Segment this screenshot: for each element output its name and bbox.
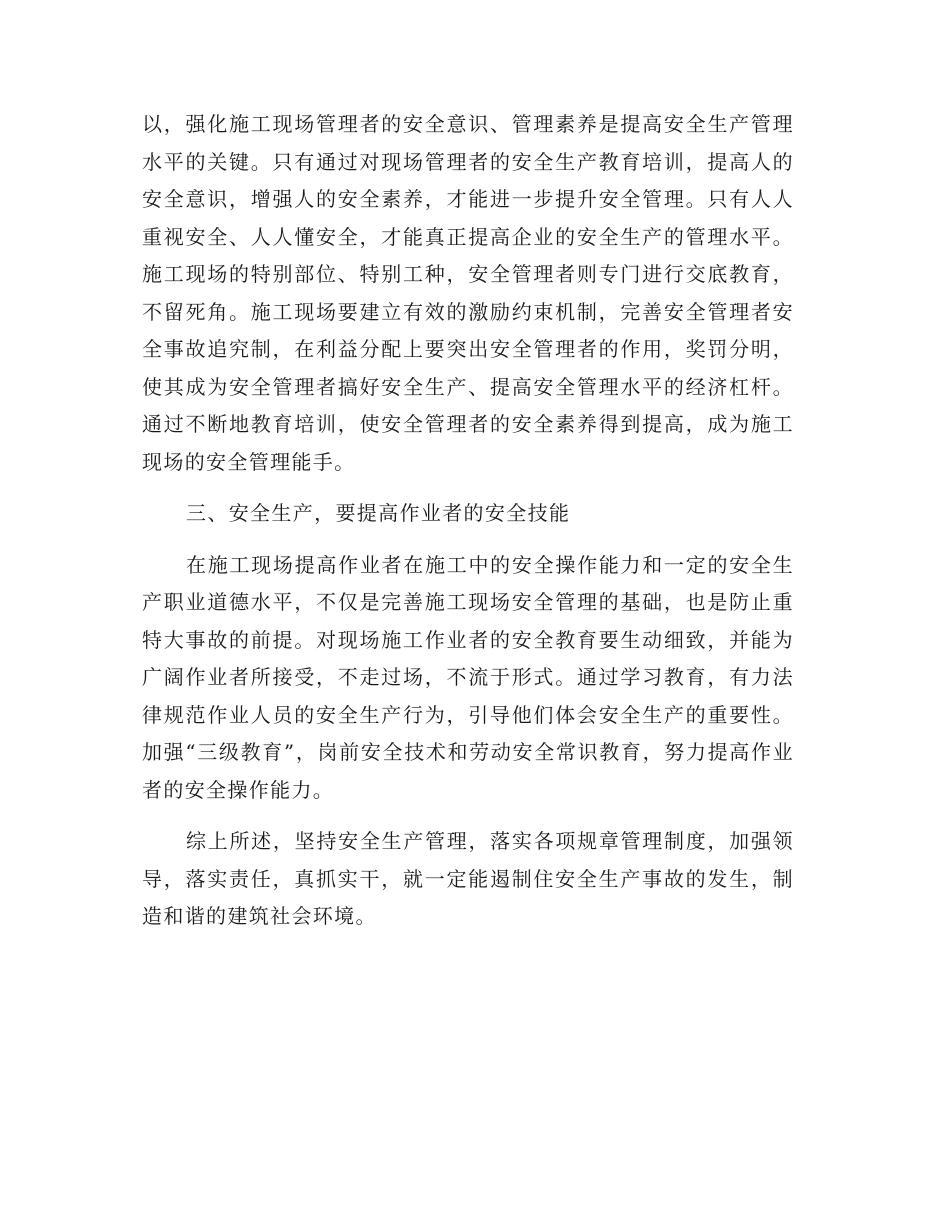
section-heading-3: 三、安全生产，要提高作业者的安全技能 [186, 501, 571, 525]
paragraph-continuation: 以，强化施工现场管理者的安全意识、管理素养是提高安全生产管理水平的关键。只有通过对现场管理者的安全生产教育培训，提高人的安全意识，增强人的安全素养，才能进一步提升安全管理。只有人人重视安全、人人懂安全，才能真正提高企业的安全生产的管理水平。施工现场的特别部位、特别工种，安全管理者则专门进行交底教育，不留死角。施工现场要建立有效的激励约束机制，完善安全管理者安全事故追究制，在利益分配上要突出安全管理者的作用，奖罚分明，使其成为安全管理者搞好安全生产、提高安全管理水平的经济杠杆。通过不断地教育培训，使安全管理者的安全素养得到提高，成为施工现场的安全管理能手。 [142, 112, 794, 474]
paragraph-conclusion: 综上所述，坚持安全生产管理，落实各项规章管理制度，加强领导，落实责任，真抓实干，就一定能遏制住安全生产事故的发生，制造和谐的建筑社会环境。 [142, 829, 794, 928]
document-body [142, 106, 794, 936]
paragraph-worker-safety-skills: 在施工现场提高作业者在施工中的安全操作能力和一定的安全生产职业道德水平，不仅是完善施工现场安全管理的基础，也是防止重特大事故的前提。对现场施工作业者的安全教育要生动细致，并能为广阔作业者所接受，不走过场，不流于形式。通过学习教育，有力法律规范作业人员的安全生产行为，引导他们体会安全生产的重要性。加强“三级教育”，岗前安全技术和劳动安全常识教育，努力提高作业者的安全操作能力。 [142, 552, 794, 802]
